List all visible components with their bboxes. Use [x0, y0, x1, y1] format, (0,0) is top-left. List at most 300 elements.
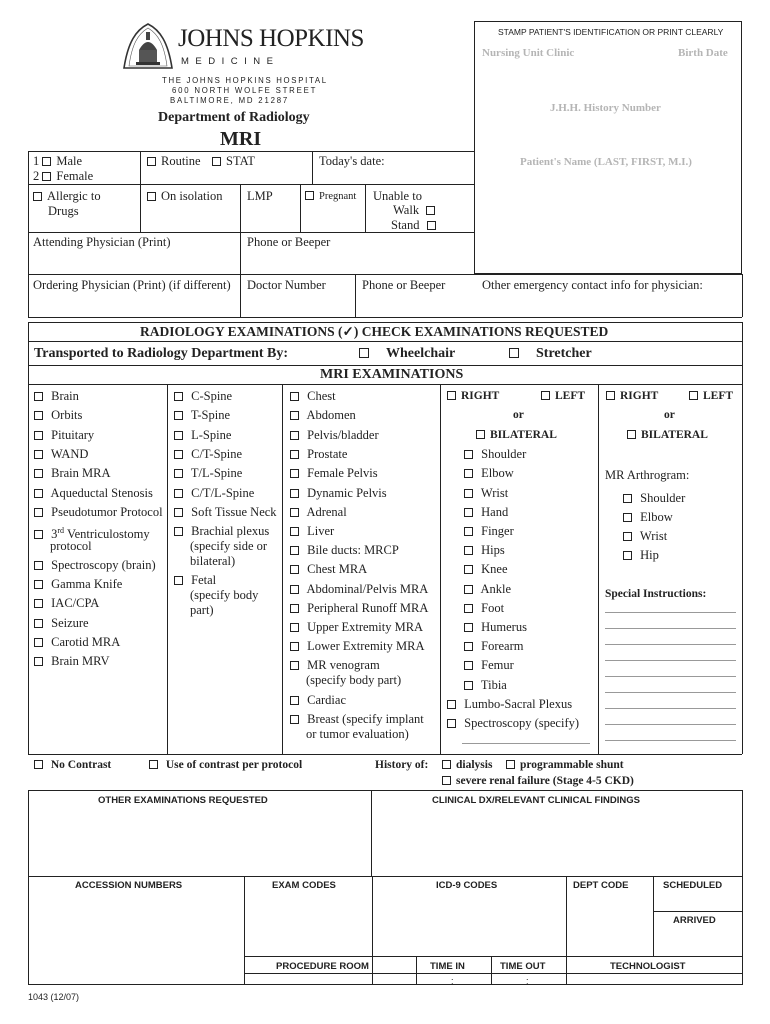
- arthro-or: or: [664, 409, 675, 421]
- extremity-bilateral[interactable]: [476, 428, 557, 442]
- address-line-2: 600 NORTH WOLFE STREET: [172, 86, 318, 95]
- exam-female-pelvis[interactable]: [290, 466, 378, 480]
- ext-foot-label: Foot: [481, 601, 505, 615]
- isolation-label: On isolation: [161, 189, 223, 203]
- other-exams-field[interactable]: [29, 806, 370, 875]
- breast-note: or tumor evaluation): [306, 727, 409, 741]
- exam-seizure[interactable]: [34, 616, 89, 630]
- exam-ctl-spine-label: C/T/L-Spine: [191, 486, 255, 500]
- exam-adrenal-checkbox[interactable]: [290, 508, 299, 517]
- exam-fetal[interactable]: [174, 573, 216, 587]
- ext-hand-checkbox[interactable]: [464, 508, 473, 517]
- exam-c-spine[interactable]: [174, 389, 232, 403]
- exam-cardiac-label: Cardiac: [307, 693, 346, 707]
- extremity-right-label: RIGHT: [461, 390, 500, 402]
- exam-pseudotumor[interactable]: [34, 505, 163, 519]
- routine-label: Routine: [161, 154, 201, 168]
- exam-chest-checkbox[interactable]: [290, 392, 299, 401]
- exam-c-spine-label: C-Spine: [191, 389, 233, 403]
- ext-ankle-checkbox[interactable]: [464, 585, 473, 594]
- exam-upper-extremity-mra-label: Upper Extremity MRA: [307, 620, 424, 634]
- exam-tl-spine-checkbox[interactable]: [174, 469, 183, 478]
- exam-iac-cpa[interactable]: [34, 596, 99, 610]
- history-of-label: History of:: [375, 759, 429, 771]
- vent-label: Ventriculostomy: [64, 527, 150, 542]
- routine-checkbox[interactable]: [147, 157, 156, 166]
- exam-female-pelvis-label: Female Pelvis: [307, 466, 378, 480]
- exam-brain-mra[interactable]: [34, 466, 111, 480]
- walk-label: Walk: [393, 203, 420, 217]
- form-title: MRI: [220, 128, 262, 150]
- accession-numbers-label: ACCESSION NUMBERS: [75, 880, 183, 891]
- address-line-1: THE JOHNS HOPKINS HOSPITAL: [162, 76, 328, 85]
- department-title: Department of Radiology: [158, 110, 310, 125]
- exam-breast-checkbox[interactable]: [290, 715, 299, 724]
- exam-l-spine-checkbox[interactable]: [174, 431, 183, 440]
- ext-wrist[interactable]: [464, 486, 508, 500]
- exam-brain-mrv[interactable]: [34, 654, 110, 668]
- ext-hips-label: Hips: [481, 543, 505, 557]
- arthro-left-label: LEFT: [703, 390, 734, 402]
- johns-hopkins-shield-icon: [122, 22, 174, 72]
- isolation-checkbox[interactable]: [147, 192, 156, 201]
- ext-finger-label: Finger: [481, 524, 514, 538]
- ext-spectroscopy[interactable]: [447, 716, 579, 730]
- extremity-left-label: LEFT: [555, 390, 586, 402]
- ext-elbow-label: Elbow: [481, 466, 514, 480]
- exam-brain-label: Brain: [51, 389, 79, 403]
- birth-date-label: Birth Date: [678, 47, 728, 59]
- time-out-label: TIME OUT: [500, 961, 546, 972]
- exam-lower-extremity-mra-label: Lower Extremity MRA: [307, 639, 425, 653]
- exam-ct-spine-label: C/T-Spine: [191, 447, 243, 461]
- wheelchair-option[interactable]: [359, 346, 455, 362]
- exam-cardiac-checkbox[interactable]: [290, 696, 299, 705]
- ext-spectroscopy-label: Spectroscopy (specify): [464, 716, 580, 730]
- clinical-findings-label: CLINICAL DX/RELEVANT CLINICAL FINDINGS: [432, 795, 640, 806]
- ext-elbow[interactable]: [464, 466, 514, 480]
- wheelchair-checkbox[interactable]: [359, 348, 369, 358]
- exam-peripheral-runoff-label: Peripheral Runoff MRA: [307, 601, 429, 615]
- exam-abdomen-label: Abdomen: [306, 408, 356, 422]
- allergic-drugs-label: Drugs: [48, 204, 79, 218]
- exam-fetal-label: Fetal: [191, 573, 217, 587]
- exam-carotid-mra[interactable]: [34, 635, 120, 649]
- male-number: 1: [33, 154, 40, 168]
- ext-hips[interactable]: [464, 543, 505, 557]
- arthro-left-checkbox[interactable]: [689, 391, 698, 400]
- shunt-label: programmable shunt: [520, 759, 624, 771]
- exam-chest-mra-checkbox[interactable]: [290, 565, 299, 574]
- arthro-right-label: RIGHT: [620, 390, 659, 402]
- allergic-label: Allergic to: [47, 189, 101, 203]
- exam-brain[interactable]: [34, 389, 79, 403]
- ext-humerus-checkbox[interactable]: [464, 623, 473, 632]
- exam-seizure-checkbox[interactable]: [34, 619, 43, 628]
- exam-ventriculostomy-checkbox[interactable]: [34, 530, 43, 539]
- ext-finger[interactable]: [464, 524, 514, 538]
- exam-adrenal-label: Adrenal: [306, 505, 347, 519]
- exam-l-spine[interactable]: [174, 428, 231, 442]
- exam-mrcp-label: Bile ducts: MRCP: [307, 543, 399, 557]
- routine-option[interactable]: [147, 154, 201, 168]
- address-line-3: BALTIMORE, MD 21287: [170, 96, 289, 105]
- exam-upper-extremity-mra-checkbox[interactable]: [290, 623, 299, 632]
- ext-hand-label: Hand: [481, 505, 509, 519]
- exam-orbits-checkbox[interactable]: [34, 411, 43, 420]
- extremity-or: or: [513, 409, 524, 421]
- clinical-findings-field[interactable]: [372, 806, 742, 875]
- exam-lower-extremity-mra-checkbox[interactable]: [290, 642, 299, 651]
- exam-abd-pelvis-mra-checkbox[interactable]: [290, 585, 299, 594]
- exam-mrcp-checkbox[interactable]: [290, 546, 299, 555]
- dialysis-label: dialysis: [456, 759, 493, 771]
- renal-failure-label: severe renal failure (Stage 4-5 CKD): [456, 775, 634, 787]
- exam-brain-checkbox[interactable]: [34, 392, 43, 401]
- exam-iac-cpa-label: IAC/CPA: [51, 596, 100, 610]
- logo-subtitle: MEDICINE: [181, 56, 280, 67]
- exam-prostate[interactable]: [290, 447, 347, 461]
- ext-finger-checkbox[interactable]: [464, 527, 473, 536]
- exam-brain-mrv-checkbox[interactable]: [34, 657, 43, 666]
- exam-soft-tissue-neck[interactable]: [174, 505, 277, 519]
- exam-pelvis-bladder-label: Pelvis/bladder: [307, 428, 379, 442]
- arthro-left[interactable]: [689, 389, 733, 403]
- ext-forearm-checkbox[interactable]: [464, 642, 473, 651]
- allergic-checkbox[interactable]: [33, 192, 42, 201]
- exam-liver-label: Liver: [307, 524, 335, 538]
- ordering-physician-field[interactable]: Ordering Physician (Print) (if different): [33, 278, 231, 292]
- ext-humerus-label: Humerus: [481, 620, 527, 634]
- exam-tl-spine[interactable]: [174, 466, 242, 480]
- exam-chest-mra[interactable]: [290, 562, 367, 576]
- ext-tibia[interactable]: [464, 678, 507, 692]
- arthro-shoulder-checkbox[interactable]: [623, 494, 632, 503]
- stamp-header: STAMP PATIENT'S IDENTIFICATION OR PRINT CLEARLY: [498, 27, 724, 37]
- exam-abd-pelvis-mra[interactable]: [290, 582, 428, 596]
- exam-orbits[interactable]: [34, 408, 82, 422]
- ext-spectroscopy-checkbox[interactable]: [447, 719, 456, 728]
- arthro-elbow-checkbox[interactable]: [623, 513, 632, 522]
- ext-forearm[interactable]: [464, 639, 523, 653]
- ext-forearm-label: Forearm: [481, 639, 524, 653]
- exam-fetal-checkbox[interactable]: [174, 576, 183, 585]
- ordering-phone-field[interactable]: Phone or Beeper: [362, 278, 446, 292]
- brachial-note-2: bilateral): [190, 554, 236, 568]
- fetal-note-2: part): [190, 603, 214, 617]
- exam-soft-tissue-neck-checkbox[interactable]: [174, 508, 183, 517]
- exam-ventriculostomy-protocol: protocol: [50, 539, 92, 553]
- exam-brachial-plexus-label: Brachial plexus: [191, 524, 270, 538]
- female-number: 2: [33, 169, 40, 183]
- stand-option[interactable]: [391, 218, 441, 232]
- logo-name: JOHNS HOPKINS: [178, 25, 364, 52]
- exam-mr-venogram[interactable]: [290, 658, 380, 672]
- extremity-bilateral-checkbox[interactable]: [476, 430, 485, 439]
- form-number: 1043 (12/07): [28, 992, 80, 1002]
- arthro-hip-label: Hip: [640, 548, 659, 562]
- shunt-option[interactable]: [506, 758, 624, 772]
- ext-shoulder[interactable]: [464, 447, 526, 461]
- stretcher-checkbox[interactable]: [509, 348, 519, 358]
- arthro-right[interactable]: [606, 389, 658, 403]
- exam-brachial-plexus-checkbox[interactable]: [174, 527, 183, 536]
- exam-tl-spine-label: T/L-Spine: [190, 466, 243, 480]
- exam-mr-venogram-label: MR venogram: [307, 658, 380, 672]
- exam-brain-mra-label: Brain MRA: [51, 466, 111, 480]
- radiology-exams-header: RADIOLOGY EXAMINATIONS (✓) CHECK EXAMINATIONS REQUESTED: [140, 324, 609, 339]
- ext-knee[interactable]: [464, 562, 508, 576]
- stat-option[interactable]: [212, 154, 255, 168]
- exam-lower-extremity-mra[interactable]: [290, 639, 424, 653]
- spectroscopy-specify-line[interactable]: [462, 743, 590, 744]
- ext-shoulder-checkbox[interactable]: [464, 450, 473, 459]
- stretcher-option[interactable]: [509, 346, 592, 362]
- exam-mr-venogram-checkbox[interactable]: [290, 661, 299, 670]
- time-out-colon[interactable]: :: [526, 976, 529, 986]
- renal-failure-checkbox[interactable]: [442, 776, 451, 785]
- unable-to-label: Unable to: [373, 189, 422, 203]
- exam-mrcp[interactable]: [290, 543, 399, 557]
- exam-cardiac[interactable]: [290, 693, 346, 707]
- dialysis-checkbox[interactable]: [442, 760, 451, 769]
- special-instructions-label: Special Instructions:: [605, 588, 707, 600]
- exam-soft-tissue-neck-label: Soft Tissue Neck: [191, 505, 277, 519]
- arthro-wrist-label: Wrist: [639, 529, 668, 543]
- exam-spectroscopy-brain-checkbox[interactable]: [34, 561, 43, 570]
- exam-spectroscopy-brain-label: Spectroscopy (brain): [51, 558, 156, 572]
- pregnant-option[interactable]: [305, 190, 356, 204]
- arthro-hip[interactable]: [623, 548, 659, 562]
- renal-failure-option[interactable]: [442, 774, 634, 788]
- exam-pelvis-bladder-checkbox[interactable]: [290, 431, 299, 440]
- attending-physician-field[interactable]: Attending Physician (Print): [33, 235, 171, 249]
- exam-pituitary[interactable]: [34, 428, 94, 442]
- pregnant-checkbox[interactable]: [305, 191, 314, 200]
- exam-prostate-checkbox[interactable]: [290, 450, 299, 459]
- patient-name-label: Patient's Name (LAST, FIRST, M.I.): [520, 156, 692, 168]
- exam-liver[interactable]: [290, 524, 334, 538]
- lmp-field[interactable]: LMP: [247, 189, 273, 203]
- exam-breast-label: Breast (specify implant: [307, 712, 424, 726]
- exam-l-spine-label: L-Spine: [191, 428, 232, 442]
- exam-gamma-knife-checkbox[interactable]: [34, 580, 43, 589]
- attending-phone-field[interactable]: Phone or Beeper: [247, 235, 331, 249]
- isolation-option[interactable]: [147, 189, 222, 203]
- exam-pelvis-bladder[interactable]: [290, 428, 379, 442]
- arthro-bilateral-checkbox[interactable]: [627, 430, 636, 439]
- ext-femur-label: Femur: [481, 658, 514, 672]
- exam-pituitary-checkbox[interactable]: [34, 431, 43, 440]
- exam-adrenal[interactable]: [290, 505, 347, 519]
- arthro-elbow[interactable]: [623, 510, 673, 524]
- other-exams-label: OTHER EXAMINATIONS REQUESTED: [98, 795, 268, 806]
- ext-foot-checkbox[interactable]: [464, 604, 473, 613]
- shunt-checkbox[interactable]: [506, 760, 515, 769]
- exam-brain-mrv-label: Brain MRV: [51, 654, 110, 668]
- dialysis-option[interactable]: [442, 758, 492, 772]
- ext-knee-checkbox[interactable]: [464, 565, 473, 574]
- ext-wrist-label: Wrist: [480, 486, 509, 500]
- exam-carotid-mra-label: Carotid MRA: [51, 635, 121, 649]
- walk-option[interactable]: [393, 203, 440, 217]
- exam-dynamic-pelvis-checkbox[interactable]: [290, 489, 299, 498]
- brachial-note-1: (specify side or: [190, 539, 268, 553]
- exam-carotid-mra-checkbox[interactable]: [34, 638, 43, 647]
- exam-peripheral-runoff-checkbox[interactable]: [290, 604, 299, 613]
- exam-wand-checkbox[interactable]: [34, 450, 43, 459]
- exam-prostate-label: Prostate: [307, 447, 348, 461]
- exam-gamma-knife-label: Gamma Knife: [51, 577, 123, 591]
- exam-breast[interactable]: [290, 712, 424, 726]
- scheduled-label: SCHEDULED: [663, 880, 723, 891]
- exam-ct-spine-checkbox[interactable]: [174, 450, 183, 459]
- time-in-colon[interactable]: :: [451, 976, 454, 986]
- emergency-contact-field[interactable]: Other emergency contact info for physician:: [482, 278, 703, 292]
- arthro-wrist[interactable]: [623, 529, 667, 543]
- stat-checkbox[interactable]: [212, 157, 221, 166]
- male-checkbox[interactable]: [42, 157, 51, 166]
- exam-chest-mra-label: Chest MRA: [307, 562, 368, 576]
- exam-orbits-label: Orbits: [51, 408, 83, 422]
- arthro-bilateral[interactable]: [627, 428, 708, 442]
- exam-liver-checkbox[interactable]: [290, 527, 299, 536]
- stand-label: Stand: [391, 218, 420, 232]
- history-number-label: J.H.H. History Number: [550, 102, 661, 114]
- no-contrast-checkbox[interactable]: [34, 760, 43, 769]
- venogram-note: (specify body part): [306, 673, 402, 687]
- stand-checkbox[interactable]: [427, 221, 436, 230]
- arthro-shoulder[interactable]: [623, 491, 685, 505]
- arthro-wrist-checkbox[interactable]: [623, 532, 632, 541]
- vent-superscript: rd: [57, 526, 65, 535]
- ext-femur-checkbox[interactable]: [464, 661, 473, 670]
- ext-hand[interactable]: [464, 505, 508, 519]
- arthro-elbow-label: Elbow: [640, 510, 673, 524]
- ext-elbow-checkbox[interactable]: [464, 469, 473, 478]
- ext-shoulder-label: Shoulder: [481, 447, 527, 461]
- ext-lumbo-sacral-label: Lumbo-Sacral Plexus: [464, 697, 573, 711]
- todays-date-field[interactable]: Today's date:: [319, 154, 385, 168]
- extremity-left-checkbox[interactable]: [541, 391, 550, 400]
- exam-seizure-label: Seizure: [51, 616, 89, 630]
- exam-c-spine-checkbox[interactable]: [174, 392, 183, 401]
- transport-label: Transported to Radiology Department By:: [34, 346, 289, 361]
- exam-abd-pelvis-mra-label: Abdominal/Pelvis MRA: [306, 582, 429, 596]
- wheelchair-label: Wheelchair: [386, 346, 456, 361]
- exam-t-spine-checkbox[interactable]: [174, 411, 183, 420]
- exam-aqueductal-label: Aqueductal Stenosis: [50, 486, 153, 500]
- exam-codes-label: EXAM CODES: [272, 880, 336, 891]
- exam-ctl-spine-checkbox[interactable]: [174, 489, 183, 498]
- doctor-number-field[interactable]: Doctor Number: [247, 278, 326, 292]
- female-checkbox[interactable]: [42, 172, 51, 181]
- exam-iac-cpa-checkbox[interactable]: [34, 599, 43, 608]
- extremity-bilateral-label: BILATERAL: [490, 429, 557, 441]
- sex-female-option[interactable]: [33, 169, 93, 183]
- dept-code-label: DEPT CODE: [573, 880, 629, 891]
- mri-exams-header: MRI EXAMINATIONS: [320, 367, 464, 382]
- stretcher-label: Stretcher: [536, 346, 592, 361]
- exam-dynamic-pelvis-label: Dynamic Pelvis: [307, 486, 387, 500]
- arthro-bilateral-label: BILATERAL: [641, 429, 708, 441]
- ext-knee-label: Knee: [481, 562, 508, 576]
- ext-tibia-label: Tibia: [480, 678, 507, 692]
- exam-upper-extremity-mra[interactable]: [290, 620, 423, 634]
- ext-femur[interactable]: [464, 658, 514, 672]
- stat-label: STAT: [226, 154, 255, 168]
- exam-pseudotumor-label: Pseudotumor Protocol: [51, 505, 163, 519]
- technologist-label: TECHNOLOGIST: [610, 961, 686, 972]
- exam-pseudotumor-checkbox[interactable]: [34, 508, 43, 517]
- female-label: Female: [56, 169, 94, 183]
- arthro-hip-checkbox[interactable]: [623, 551, 632, 560]
- exam-chest[interactable]: [290, 389, 336, 403]
- vent-number: 3: [51, 527, 58, 542]
- exam-peripheral-runoff[interactable]: [290, 601, 428, 615]
- ext-hips-checkbox[interactable]: [464, 546, 473, 555]
- exam-ct-spine[interactable]: [174, 447, 242, 461]
- exam-wand[interactable]: [34, 447, 88, 461]
- exam-gamma-knife[interactable]: [34, 577, 122, 591]
- nursing-unit-label: Nursing Unit Clinic: [482, 47, 575, 59]
- exam-spectroscopy-brain[interactable]: [34, 558, 156, 572]
- extremity-right[interactable]: [447, 389, 499, 403]
- ext-lumbo-sacral[interactable]: [447, 697, 572, 711]
- allergic-option[interactable]: [33, 189, 101, 203]
- use-contrast-option[interactable]: [149, 758, 302, 772]
- exam-wand-label: WAND: [50, 447, 89, 461]
- exam-female-pelvis-checkbox[interactable]: [290, 469, 299, 478]
- exam-t-spine-label: T-Spine: [190, 408, 231, 422]
- ext-foot[interactable]: [464, 601, 504, 615]
- exam-aqueductal[interactable]: [34, 486, 153, 500]
- ext-wrist-checkbox[interactable]: [464, 489, 473, 498]
- use-contrast-label: Use of contrast per protocol: [165, 759, 303, 771]
- exam-t-spine[interactable]: [174, 408, 230, 422]
- exam-chest-label: Chest: [307, 389, 336, 403]
- no-contrast-label: No Contrast: [50, 759, 112, 771]
- exam-dynamic-pelvis[interactable]: [290, 486, 387, 500]
- ext-lumbo-sacral-checkbox[interactable]: [447, 700, 456, 709]
- procedure-room-label: PROCEDURE ROOM: [276, 961, 369, 972]
- walk-checkbox[interactable]: [426, 206, 435, 215]
- arthro-right-checkbox[interactable]: [606, 391, 615, 400]
- extremity-right-checkbox[interactable]: [447, 391, 456, 400]
- arrived-label: ARRIVED: [673, 915, 716, 926]
- extremity-left[interactable]: [541, 389, 585, 403]
- exam-ctl-spine[interactable]: [174, 486, 254, 500]
- ext-tibia-checkbox[interactable]: [464, 681, 473, 690]
- exam-pituitary-label: Pituitary: [51, 428, 95, 442]
- male-label: Male: [56, 154, 83, 168]
- use-contrast-checkbox[interactable]: [149, 760, 158, 769]
- time-in-label: TIME IN: [430, 961, 465, 972]
- exam-brachial-plexus[interactable]: [174, 524, 269, 538]
- exam-aqueductal-checkbox[interactable]: [34, 489, 43, 498]
- sex-male-option[interactable]: [33, 154, 82, 168]
- no-contrast-option[interactable]: [34, 758, 111, 772]
- arthro-shoulder-label: Shoulder: [640, 491, 686, 505]
- fetal-note-1: (specify body: [190, 588, 259, 602]
- ext-ankle[interactable]: [464, 582, 511, 596]
- exam-abdomen-checkbox[interactable]: [290, 411, 299, 420]
- icd-codes-label: ICD-9 CODES: [436, 880, 498, 891]
- ext-humerus[interactable]: [464, 620, 527, 634]
- pregnant-label: Pregnant: [319, 191, 357, 202]
- exam-brain-mra-checkbox[interactable]: [34, 469, 43, 478]
- exam-abdomen[interactable]: [290, 408, 356, 422]
